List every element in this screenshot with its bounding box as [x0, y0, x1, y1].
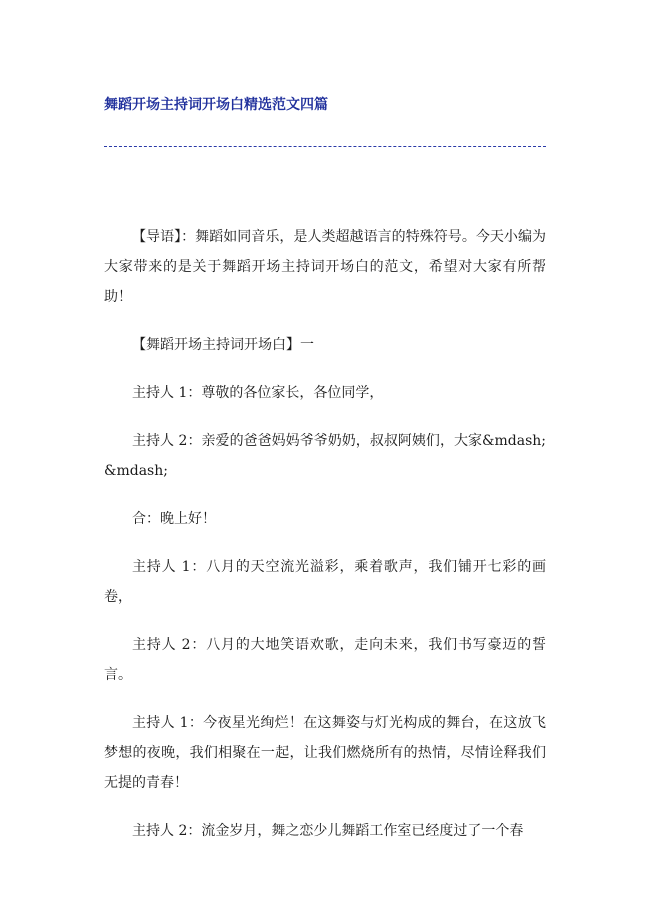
paragraph: 主持人 2：八月的大地笑语欢歌，走向未来，我们书写豪迈的誓言。 [104, 637, 546, 683]
paragraph-section-heading: 【舞蹈开场主持词开场白】一 [132, 337, 314, 353]
paragraph: 主持人 1：今夜星光绚烂！在这舞姿与灯光构成的舞台，在这放飞梦想的夜晚，我们相聚在一起，让我们燃烧所有的热情，尽情诠释我们无提的青春！ [104, 715, 546, 791]
paragraph: 主持人 2：亲爱的爸爸妈妈爷爷奶奶，叔叔阿姨们，大家&mdash;&mdash; [104, 433, 546, 479]
title-divider [104, 146, 546, 147]
paragraph-intro: 【导语】：舞蹈如同音乐，是人类超越语言的特殊符号。今天小编为大家带来的是关于舞蹈开场主持词开场白的范文，希望对大家有所帮助！ [104, 229, 546, 305]
paragraph: 主持人 2：流金岁月，舞之恋少儿舞蹈工作室已经度过了一个春 [132, 823, 524, 839]
document-title: 舞蹈开场主持词开场白精选范文四篇 [104, 97, 328, 113]
paragraph: 合：晚上好！ [132, 511, 216, 527]
paragraph: 主持人 1：尊敬的各位家长，各位同学， [132, 385, 384, 401]
paragraph: 主持人 1：八月的天空流光溢彩，乘着歌声，我们铺开七彩的画卷， [104, 559, 546, 605]
document-body [104, 222, 546, 846]
